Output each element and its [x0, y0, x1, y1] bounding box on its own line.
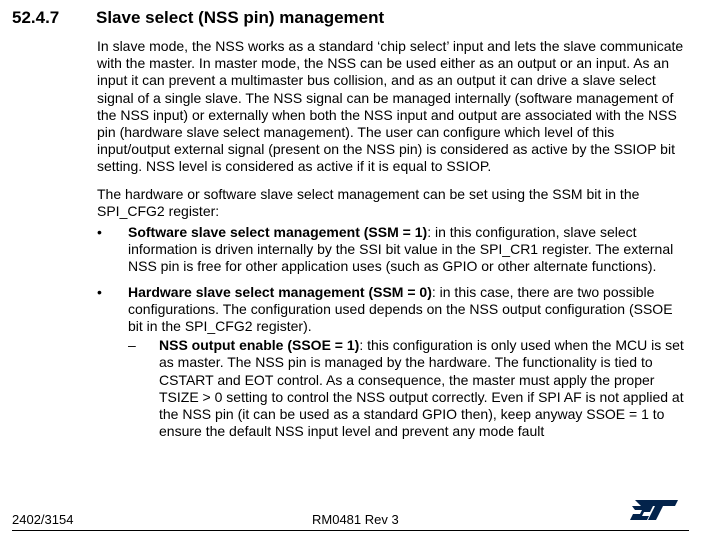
bullet-text: : in this configuration, slave select information is driven internally by the SSI bit value in the SPI_CR1 register. The external NSS pin is free for other application uses (such as GPIO or other alternate functions).: [128, 224, 674, 275]
st-logo-icon: [629, 498, 679, 522]
footer-divider: [12, 530, 689, 531]
subitem-bold-text: NSS output enable (SSOE = 1): [159, 337, 360, 354]
document-reference: RM0481 Rev 3: [312, 512, 399, 527]
page-number: 2402/3154: [12, 512, 74, 527]
paragraph-intro: In slave mode, the NSS works as a standard ‘chip select’ input and lets the slave communicate with the master. In master mode, the NSS can be used either as an output or an input. As an input it can prevent a multimaster bus collision, and as an output it can drive a slave select signal of a single slave. The NSS signal can be managed internally (software management of the NSS input) or externally when both the NSS input and output are associated with the NSS pin (hardware slave select management). The user can configure which level of this input/output external signal (present on the NSS pin) is considered as active by the SSIOP bit setting. NSS level is considered as active if it is equal to SSIOP.: [97, 38, 684, 175]
bullet-text: : in this case, there are two possible configurations. The configuration used depends on the NSS output configuration (SSOE bit in the SPI_CFG2 register).: [128, 283, 673, 335]
section-title: Slave select (NSS pin) management: [96, 8, 385, 27]
bullet-list: [97, 224, 691, 440]
subitem-text: : this configuration is only used when the MCU is set as master. The NSS pin is managed by the hardware. The functionality is tied to CSTART and EOT control. As a consequence, the master must apply the proper TSIZE > 0 setting to control the NSS output correctly. Even if SPI AF is not applied at the NSS pin (it can be used as a standard GPIO then), keep anyway SSOE = 1 to ensure the default NSS input level and prevent any mode fault: [159, 337, 684, 440]
bullet-software-ssm: [97, 224, 691, 276]
paragraph-ssm: The hardware or software slave select management can be set using the SSM bit in the SPI_CFG2 register:: [97, 185, 640, 219]
sub-list: [128, 337, 691, 440]
section-body: [97, 38, 691, 448]
bullet-bold-text: Hardware slave select management (SSM = 0): [128, 283, 432, 300]
bullet-bold-text: Software slave select management (SSM = 1): [128, 224, 428, 241]
dash-marker: –: [128, 337, 136, 354]
bullet-marker: •: [97, 224, 102, 241]
section-number: 52.4.7: [12, 8, 60, 27]
subitem-nss-output-enable: [128, 337, 691, 440]
bullet-marker: •: [97, 283, 102, 300]
bullet-hardware-ssm: [97, 284, 691, 441]
